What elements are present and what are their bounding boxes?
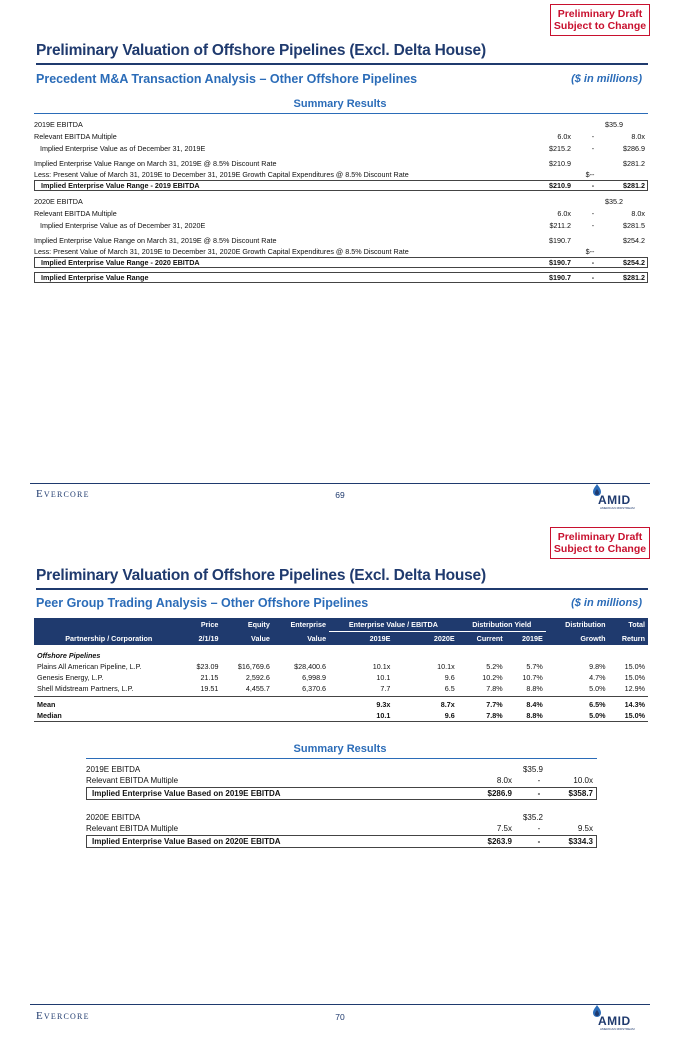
units-note: ($ in millions) <box>571 597 642 609</box>
page-title: Preliminary Valuation of Offshore Pipelines (Excl. Delta House) <box>36 567 486 584</box>
table-section-row: Offshore Pipelines <box>37 651 101 660</box>
footer-divider <box>30 1004 650 1005</box>
page-69: Preliminary Draft Subject to Change Preliminary Valuation of Offshore Pipelines (Excl. Delta House) Precedent M&A Transaction Analysis – Other Offshore Pipelines ($ in millions) Summary Results 2019E EBITDA $35.9 Relevant EBITDA Multiple 6.0x - 8.0x Implied Enterprise Value as of December 31, 2019E $215.2 - $286.9 Implied Enterprise Value Range on March 31, 2019E @ 8.5% Discount Rate $210.9 $281.2 Less: Present Value of March 31, 2019E to December 31, 2019E Growth Capital Expenditures @ 8.5% Discount Rate $-- Implied Enterprise Value Range - 2019 EBITDA $210.9 - $281.2 2020E EBITDA $35.2 Relevant EBITDA Multiple 6.0x - 8.0x Implied Enterprise Value as of December 31, 2020E $211.2 - $281.5 Implied Enterprise Value Range on March 31, 2019E @ 8.5% Discount Rate $190.7 $254.2 Less: Present Value of March 31, 2019E to December 31, 2020E Growth Capital Expenditures @ 8.5% Discount Rate $-- Implied Enterprise Value Range - 2020 EBITDA $190.7 - $254.2 Implied Enterprise Value Range $190.7 - $281.2 Evercore 69 AMID AMERICAN MIDSTREAM <box>0 0 680 520</box>
implied-ev-range-box: Implied Enterprise Value Range $190.7 - $281.2 <box>34 272 648 283</box>
units-note: ($ in millions) <box>571 73 642 85</box>
summary-divider <box>86 758 597 759</box>
table-row: Shell Midstream Partners, L.P. 19.51 4,455.7 6,370.6 7.7 6.5 7.8% 8.8% 5.0% 12.9% <box>37 684 645 693</box>
summary-divider <box>34 113 648 114</box>
distribution-yield-group-header: Distribution Yield <box>458 618 546 632</box>
section-subtitle: Precedent M&A Transaction Analysis – Other Offshore Pipelines <box>36 72 418 86</box>
page-number: 70 <box>335 1012 345 1022</box>
summary-title: Summary Results <box>293 98 387 110</box>
evercore-logo: Evercore <box>36 1010 90 1022</box>
preliminary-draft-stamp: Preliminary Draft Subject to Change <box>550 527 650 559</box>
summary-title: Summary Results <box>293 743 387 755</box>
ev-ebitda-group-header: Enterprise Value / EBITDA <box>329 618 458 632</box>
table-row: Plains All American Pipeline, L.P. $23.09 $16,769.6 $28,400.6 10.1x 10.1x 5.2% 5.7% 9.8% 15.0% <box>37 662 645 671</box>
peer-trading-table <box>34 618 648 722</box>
implied-ev-2019-box: Implied Enterprise Value Range - 2019 EBITDA $210.9 - $281.2 <box>34 180 648 191</box>
implied-ev-2019e-box: Implied Enterprise Value Based on 2019E EBITDA $286.9 - $358.7 <box>86 787 597 800</box>
amid-logo: AMID AMERICAN MIDSTREAM <box>590 1004 650 1030</box>
amid-logo: AMID AMERICAN MIDSTREAM <box>590 483 650 509</box>
table-header-columns: Partnership / Corporation 2/1/19 Value Value 2019E 2020E Current 2019E Growth Return <box>34 632 648 646</box>
page-number: 69 <box>335 490 345 500</box>
table-header-top: Price Equity Enterprise Enterprise Value / EBITDA Distribution Yield Distribution Total <box>34 618 648 632</box>
table-mean-row: Mean 9.3x 8.7x 7.7% 8.4% 6.5% 14.3% <box>34 696 648 710</box>
implied-ev-2020-box: Implied Enterprise Value Range - 2020 EBITDA $190.7 - $254.2 <box>34 257 648 268</box>
title-divider <box>36 588 648 590</box>
section-subtitle: Peer Group Trading Analysis – Other Offshore Pipelines <box>36 596 369 610</box>
preliminary-draft-stamp: Preliminary Draft Subject to Change <box>550 4 650 36</box>
table-median-row: Median 10.1 9.6 7.8% 8.8% 5.0% 15.0% <box>34 710 648 722</box>
page-title: Preliminary Valuation of Offshore Pipelines (Excl. Delta House) <box>36 42 486 59</box>
implied-ev-2020e-box: Implied Enterprise Value Based on 2020E EBITDA $263.9 - $334.3 <box>86 835 597 848</box>
evercore-logo: Evercore <box>36 488 90 500</box>
footer-divider <box>30 483 650 484</box>
title-divider <box>36 63 648 65</box>
table-row: Genesis Energy, L.P. 21.15 2,592.6 6,998.9 10.1 9.6 10.2% 10.7% 4.7% 15.0% <box>37 673 645 682</box>
page-70: Preliminary Draft Subject to Change Preliminary Valuation of Offshore Pipelines (Excl. Delta House) Peer Group Trading Analysis – Other Offshore Pipelines ($ in millions) Price Equity Enterprise Enterprise Value / EBITDA Distribution Yield Distribution Total Partnership / Corporation 2/1/19 Value Value 2019E 2020E Current 2019E Growth Return Offshore Pipelines Plains All American Pipeline, L.P. $23.09 $16,769.6 $28,400.6 10.1x 10.1x 5.2% 5.7% 9.8% 15.0% Genesis Energy, L.P. 21.15 2,592.6 6,998.9 10.1 9.6 10.2% 10.7% 4.7% 15.0% Shell Midstream Partners, L.P. 19.51 4,455.7 6,370.6 7.7 6.5 7.8% 8.8% 5.0% 12.9% Mean 9.3x 8.7x 7.7% 8.4% 6.5% 14.3% Median 10.1 9.6 7.8% 8.8% 5.0% 15.0% Summary Results 2019E EBITDA $35.9 Relevant EBITDA Multiple 8.0x - 10.0x Implied Enterprise Value Based on 2019E EBITDA $286.9 - $358.7 2020E EBITDA $35.2 Relevant EBITDA Multiple 7.5x - 9.5x Implied Enterprise Value Based on 2020E EBITDA $263.9 - $334.3 Evercore 70 AMID AMERICAN MIDSTREAM <box>0 522 680 1042</box>
